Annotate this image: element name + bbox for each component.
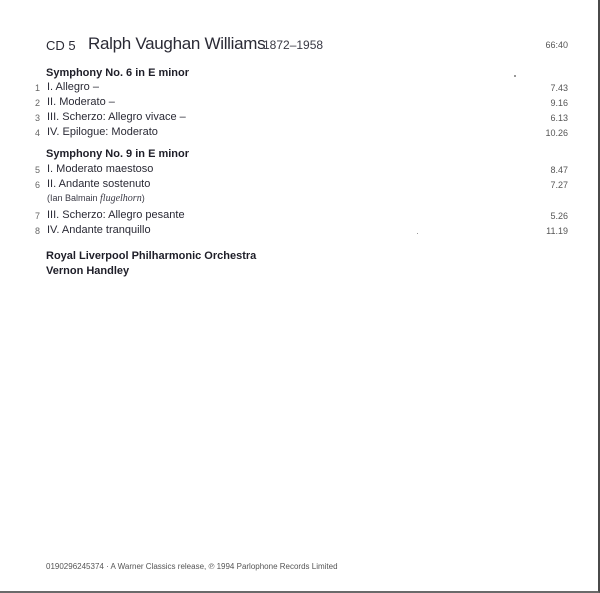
- track-duration: 9.16: [550, 98, 568, 108]
- track-row: [0, 224, 568, 238]
- soloist-instrument: flugelhorn: [100, 193, 142, 204]
- track-number: 7: [34, 211, 40, 221]
- scan-speck: [514, 75, 516, 77]
- conductor-name: Vernon Handley: [46, 265, 130, 277]
- composer-name: Ralph Vaughan Williams: [88, 34, 266, 53]
- track-number: 1: [34, 83, 40, 93]
- track-title: IV. Epilogue: Moderato: [47, 126, 158, 138]
- track-title: III. Scherzo: Allegro pesante: [47, 209, 185, 221]
- track-row: [0, 126, 568, 140]
- track-title: III. Scherzo: Allegro vivace –: [47, 111, 186, 123]
- track-duration: 7.27: [550, 180, 568, 190]
- work-title: Symphony No. 6 in E minor: [46, 67, 190, 79]
- track-number: 4: [34, 128, 40, 138]
- track-number: 3: [34, 113, 40, 123]
- track-title: II. Moderato –: [47, 96, 115, 108]
- soloist-close: ): [141, 193, 145, 203]
- track-duration: 6.13: [550, 113, 568, 123]
- soloist-name: (Ian Balmain: [47, 193, 101, 203]
- work-title: Symphony No. 9 in E minor: [46, 148, 190, 160]
- cd-label: CD 5: [46, 38, 76, 53]
- track-number: 5: [34, 165, 40, 175]
- track-row: [0, 111, 568, 125]
- soloist-credit: [47, 193, 145, 204]
- track-row: [0, 163, 568, 177]
- track-row: [0, 96, 568, 110]
- track-duration: 11.19: [546, 226, 568, 236]
- orchestra-name: Royal Liverpool Philharmonic Orchestra: [46, 250, 257, 262]
- track-title: II. Andante sostenuto: [47, 178, 151, 190]
- track-title: I. Allegro –: [47, 81, 99, 93]
- total-time: 66:40: [545, 40, 568, 50]
- copyright-footer: 0190296245374 · A Warner Classics release, ℗ 1994 Parlophone Records Limited: [46, 562, 338, 571]
- track-row: [0, 178, 568, 192]
- track-title: I. Moderato maestoso: [47, 163, 154, 175]
- track-row: [0, 81, 568, 95]
- track-number: 8: [34, 226, 40, 236]
- track-duration: 5.26: [550, 211, 568, 221]
- scan-speck: [417, 233, 418, 234]
- track-number: 2: [34, 98, 40, 108]
- track-number: 6: [34, 180, 40, 190]
- track-duration: 10.26: [545, 128, 568, 138]
- track-title: IV. Andante tranquillo: [47, 224, 151, 236]
- track-duration: 7.43: [550, 83, 568, 93]
- track-row: [0, 209, 568, 223]
- disc-header: [46, 34, 568, 56]
- composer-dates: 1872–1958: [263, 38, 324, 52]
- track-duration: 8.47: [550, 165, 568, 175]
